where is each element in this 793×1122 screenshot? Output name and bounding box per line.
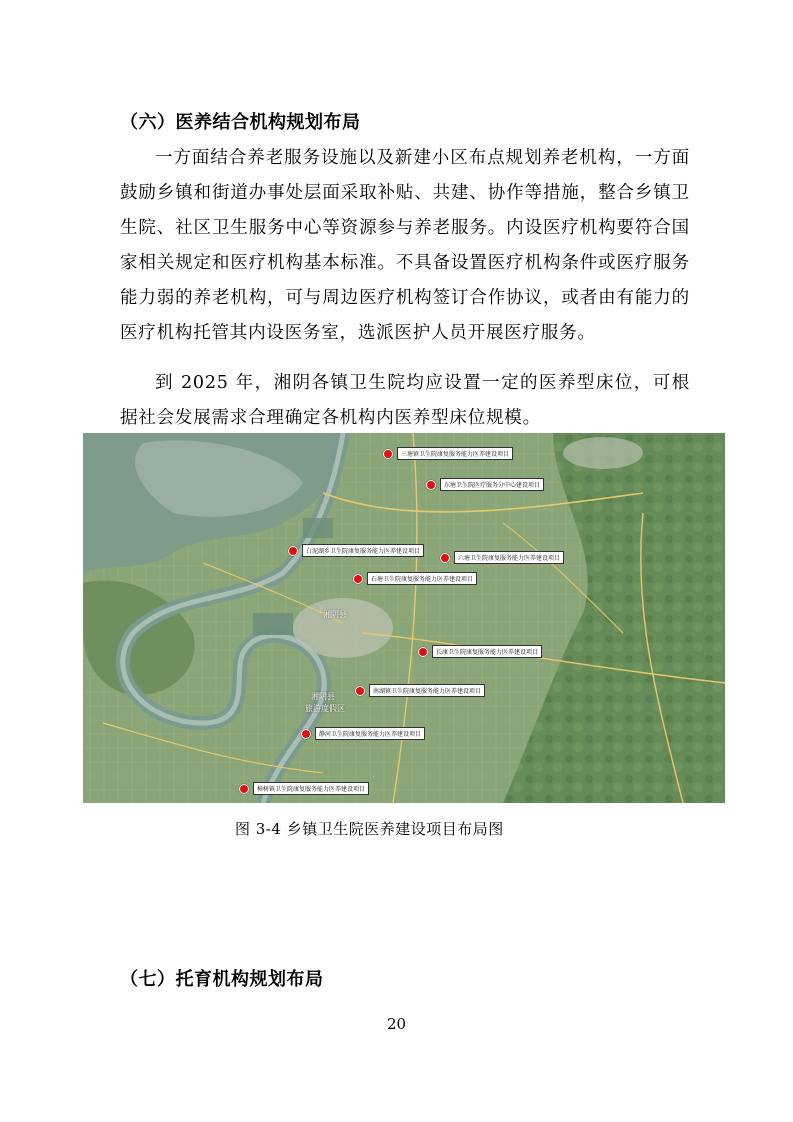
section-heading-7: （七）托育机构规划布局	[120, 969, 324, 990]
map-place-district: 湘阴县	[311, 692, 335, 701]
marker-pin-icon	[383, 449, 393, 459]
map-marker[interactable]	[355, 684, 485, 697]
marker-pin-icon	[355, 686, 365, 696]
paragraph-2: 到 2025 年，湘阴各镇卫生院均应设置一定的医养型床位，可根据社会发展需求合理确定各机构内医养型床位规模。	[120, 373, 690, 428]
marker-pin-icon	[440, 553, 450, 563]
marker-pin-icon	[353, 574, 363, 584]
map-marker[interactable]	[418, 645, 542, 658]
map-marker[interactable]	[383, 447, 513, 460]
figure-caption: 图 3-4 乡镇卫生院医养建设项目布局图	[235, 820, 504, 838]
marker-label: 三塘镇卫生院康复服务能力医养建设项目	[397, 447, 513, 460]
marker-pin-icon	[426, 480, 436, 490]
marker-pin-icon	[288, 546, 298, 556]
marker-pin-icon	[301, 729, 311, 739]
marker-label: 石塘卫生院康复服务能力医养建设项目	[367, 572, 477, 585]
marker-pin-icon	[239, 784, 249, 794]
map-marker[interactable]	[239, 782, 369, 795]
map-place-zone: 旅游度假区	[305, 704, 345, 713]
map-marker[interactable]	[426, 478, 544, 491]
map-marker[interactable]	[301, 727, 425, 740]
marker-label: 六塘卫生院康复服务能力医养建设项目	[454, 551, 564, 564]
paragraph-1: 一方面结合养老服务设施以及新建小区布点规划养老机构，一方面鼓励乡镇和街道办事处层面采取补贴、共建、协作等措施，整合乡镇卫生院、社区卫生服务中心等资源参与养老服务。内设医疗机构要符合国家相关规定和医疗机构基本标准。不具备设置医疗机构条件或医疗服务能力弱的养老机构，可与周边医疗机构签订合作协议，或者由有能力的医疗机构托管其内设医务室，选派医护人员开展医疗服务。	[120, 148, 690, 343]
satellite-map	[83, 433, 725, 803]
marker-label: 静河卫生院康复服务能力医养建设项目	[315, 727, 425, 740]
map-marker[interactable]	[353, 572, 477, 585]
marker-label: 樟树镇卫生院康复服务能力医养建设项目	[253, 782, 369, 795]
map-place-county: 湘阴县	[323, 610, 347, 619]
marker-label: 白泥湖乡卫生院康复服务能力医养建设项目	[302, 544, 424, 557]
map-marker[interactable]	[288, 544, 424, 557]
marker-label: 南湖镇卫生院康复服务能力医养建设项目	[369, 684, 485, 697]
marker-label: 长康卫生院康复服务能力医养建设项目	[432, 645, 542, 658]
map-marker[interactable]	[440, 551, 564, 564]
page-number: 20	[386, 1015, 407, 1033]
marker-label: 东塘卫生院医疗服务分中心建设项目	[440, 478, 544, 491]
marker-pin-icon	[418, 647, 428, 657]
map-terrain	[83, 433, 725, 803]
section-heading: （六）医养结合机构规划布局	[120, 112, 361, 133]
